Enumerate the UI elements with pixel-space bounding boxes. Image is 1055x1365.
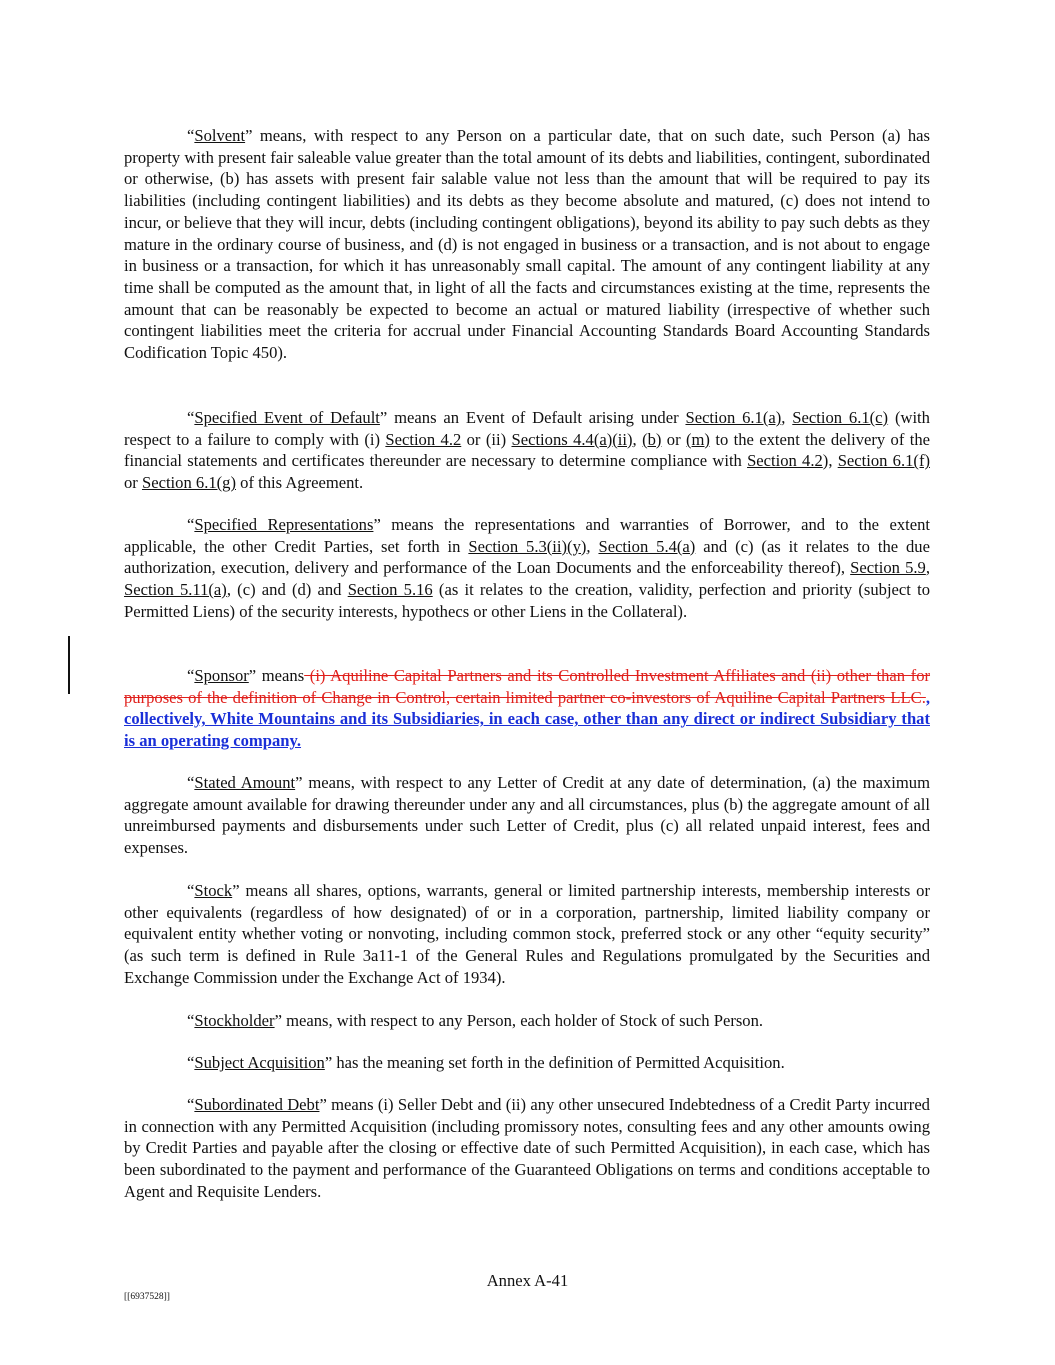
- section-reference: (m): [686, 429, 710, 449]
- open-quote: “: [187, 1011, 195, 1030]
- definition-text: ” means, with respect to any Person on a particular date, that on such date, such Person (a) has property with present fair saleable value greater than the total amount of its debts and liabilities, contingent, subordinated or otherwise, (b) has assets with present fair salable value not less than the amount that will be required to pay its liabilities (including contingent liabilities) and its debts as they become absolute and matured, (c) does not intend to incur, or believe that they will incur, debts (including contingent obligations), beyond its ability to pay such debts as they mature in the ordinary course of business, and (d) is not engaged in business or a transaction, and is not about to engage in business or a transaction, for which it has unreasonably small capital. The amount of any contingent liability at any time shall be computed as the amount that, in light of all the facts and circumstances existing at the time, represents the amount that can be reasonably be expected to become an actual or matured liability (irrespective of whether such contingent liabilities meet the criteria for accrual under Financial Accounting Standards Board Accounting Standards Codification Topic 450).: [124, 126, 930, 363]
- section-reference: Section 5.3(ii)(y): [468, 536, 587, 556]
- definition-stated-amount: [124, 772, 930, 859]
- definition-text: ” means, with respect to any Letter of Credit at any date of determination, (a) the maximum aggregate amount available for drawing thereunder under any and all circumstances, plus (b) the aggregate amount of all unreimbursed payments and disbursements under such Letter of Credit, plus (c) all related unpaid interest, fees and expenses.: [124, 773, 930, 858]
- defined-term-subordinated-debt: Subordinated Debt: [194, 1095, 320, 1114]
- definition-text: (as it relates to the creation, validity, perfection and priority (subject to Permitted Liens) of the security interests, hypothecs or other Liens in the Collateral).: [124, 580, 931, 621]
- definition-text: ” has the meaning set forth in the definition of Permitted Acquisition.: [324, 1053, 785, 1072]
- section-reference: Section 4.2: [747, 451, 823, 471]
- definition-stock: [124, 880, 930, 989]
- open-quote: “: [187, 515, 195, 534]
- definition-text: ,: [781, 408, 793, 427]
- defined-term-solvent: Solvent: [194, 126, 246, 145]
- definition-subordinated-debt: [124, 1094, 930, 1203]
- section-reference: Section 5.11(a): [124, 580, 227, 600]
- document-id: [[6937528]]: [124, 1292, 170, 1302]
- defined-term-stock: Stock: [194, 881, 233, 900]
- definition-text: or: [661, 429, 686, 449]
- definition-text: and (c) (as it relates to the due authorization, execution, delivery and performance of the Loan Documents and the enforceability thereof),: [124, 536, 930, 578]
- section-reference: Section 6.1(a): [685, 408, 782, 427]
- section-reference: Section 6.1(g): [141, 473, 236, 493]
- defined-term-specified-representations: Specified Representations: [194, 515, 374, 534]
- section-reference: Section 4.2: [385, 429, 462, 449]
- definition-text: or: [124, 473, 142, 493]
- definition-stockholder: [124, 1010, 930, 1032]
- open-quote: “: [187, 126, 195, 145]
- definition-text: or (ii): [461, 429, 512, 449]
- deleted-text: (i) Aquiline Capital Partners and its Controlled Investment Affiliates and (ii) other than for purposes of the definition of Change in Control, certain limited partner co-investors of Aquiline Capital Partners LLC.: [124, 666, 931, 707]
- definition-text: ” means: [248, 666, 305, 685]
- defined-term-specified-event-of-default: Specified Event of Default: [194, 408, 380, 427]
- defined-term-subject-acquisition: Subject Acquisition: [194, 1053, 325, 1072]
- definition-text: ),: [822, 451, 838, 471]
- open-quote: “: [187, 408, 195, 427]
- defined-term-stated-amount: Stated Amount: [194, 773, 296, 792]
- definition-specified-event-of-default: [124, 407, 930, 494]
- defined-term-stockholder: Stockholder: [194, 1011, 275, 1030]
- definition-sponsor: [124, 665, 930, 752]
- section-reference: Section 5.4(a): [598, 536, 696, 556]
- inserted-text: , collectively, White Mountains and its Subsidiaries, in each case, other than any direct or indirect Subsidiary that is an operating company.: [124, 687, 930, 751]
- section-reference: Section 6.1(c): [792, 408, 889, 427]
- open-quote: “: [187, 1095, 195, 1114]
- definition-text: of this Agreement.: [236, 473, 364, 493]
- revision-change-bar: [68, 636, 70, 694]
- section-reference: (b): [642, 429, 662, 449]
- section-reference: Sections 4.4(a)(ii): [511, 429, 633, 449]
- definition-text: , (c) and (d) and: [226, 580, 348, 600]
- open-quote: “: [187, 881, 195, 900]
- definition-subject-acquisition: [124, 1052, 930, 1074]
- definition-text: ” means all shares, options, warrants, general or limited partnership interests, membership interests or other equivalents (regardless of how designated) of or in a corporation, partnership, limited liability company or equivalent entity whether voting or nonvoting, including common stock, preferred stock or any other “equity security” (as such term is defined in Rule 3a11-1 of the General Rules and Regulations promulgated by the Securities and Exchange Commission under the Exchange Act of 1934).: [124, 881, 930, 987]
- section-reference: Section 6.1(f): [837, 451, 930, 471]
- defined-term-sponsor: Sponsor: [194, 666, 249, 685]
- definition-specified-representations: [124, 514, 930, 623]
- definition-text: ,: [632, 429, 643, 449]
- section-reference: Section 5.9: [850, 558, 926, 578]
- section-reference: Section 5.16: [347, 580, 433, 600]
- definition-text: ” means the representations and warranties of Borrower, and to the extent applicable, the other Credit Parties, set forth in: [124, 515, 930, 556]
- open-quote: “: [187, 1053, 195, 1072]
- definition-solvent: [124, 125, 930, 364]
- page-number: Annex A-41: [486, 1271, 569, 1290]
- definition-text: ” means an Event of Default arising under: [379, 408, 686, 427]
- definition-text: (with respect to a failure to comply with (i): [124, 408, 930, 449]
- definition-text: ” means (i) Seller Debt and (ii) any other unsecured Indebtedness of a Credit Party incurred in connection with any Permitted Acquisition (including promissory notes, consulting fees and any other amounts owing by Credit Parties and payable after the closing or effective date of such Permitted Acquisition), in each case, which has been subordinated to the payment and performance of the Guaranteed Obligations on terms and conditions acceptable to Agent and Requisite Lenders.: [124, 1095, 930, 1201]
- definition-text: ,: [925, 558, 930, 578]
- open-quote: “: [187, 666, 195, 685]
- definition-text: ,: [586, 536, 599, 556]
- definition-text: to the extent the delivery of the financial statements and certificates thereunder are necessary to determine compliance with: [124, 429, 931, 471]
- definition-text: ” means, with respect to any Person, each holder of Stock of such Person.: [274, 1011, 764, 1030]
- open-quote: “: [187, 773, 195, 792]
